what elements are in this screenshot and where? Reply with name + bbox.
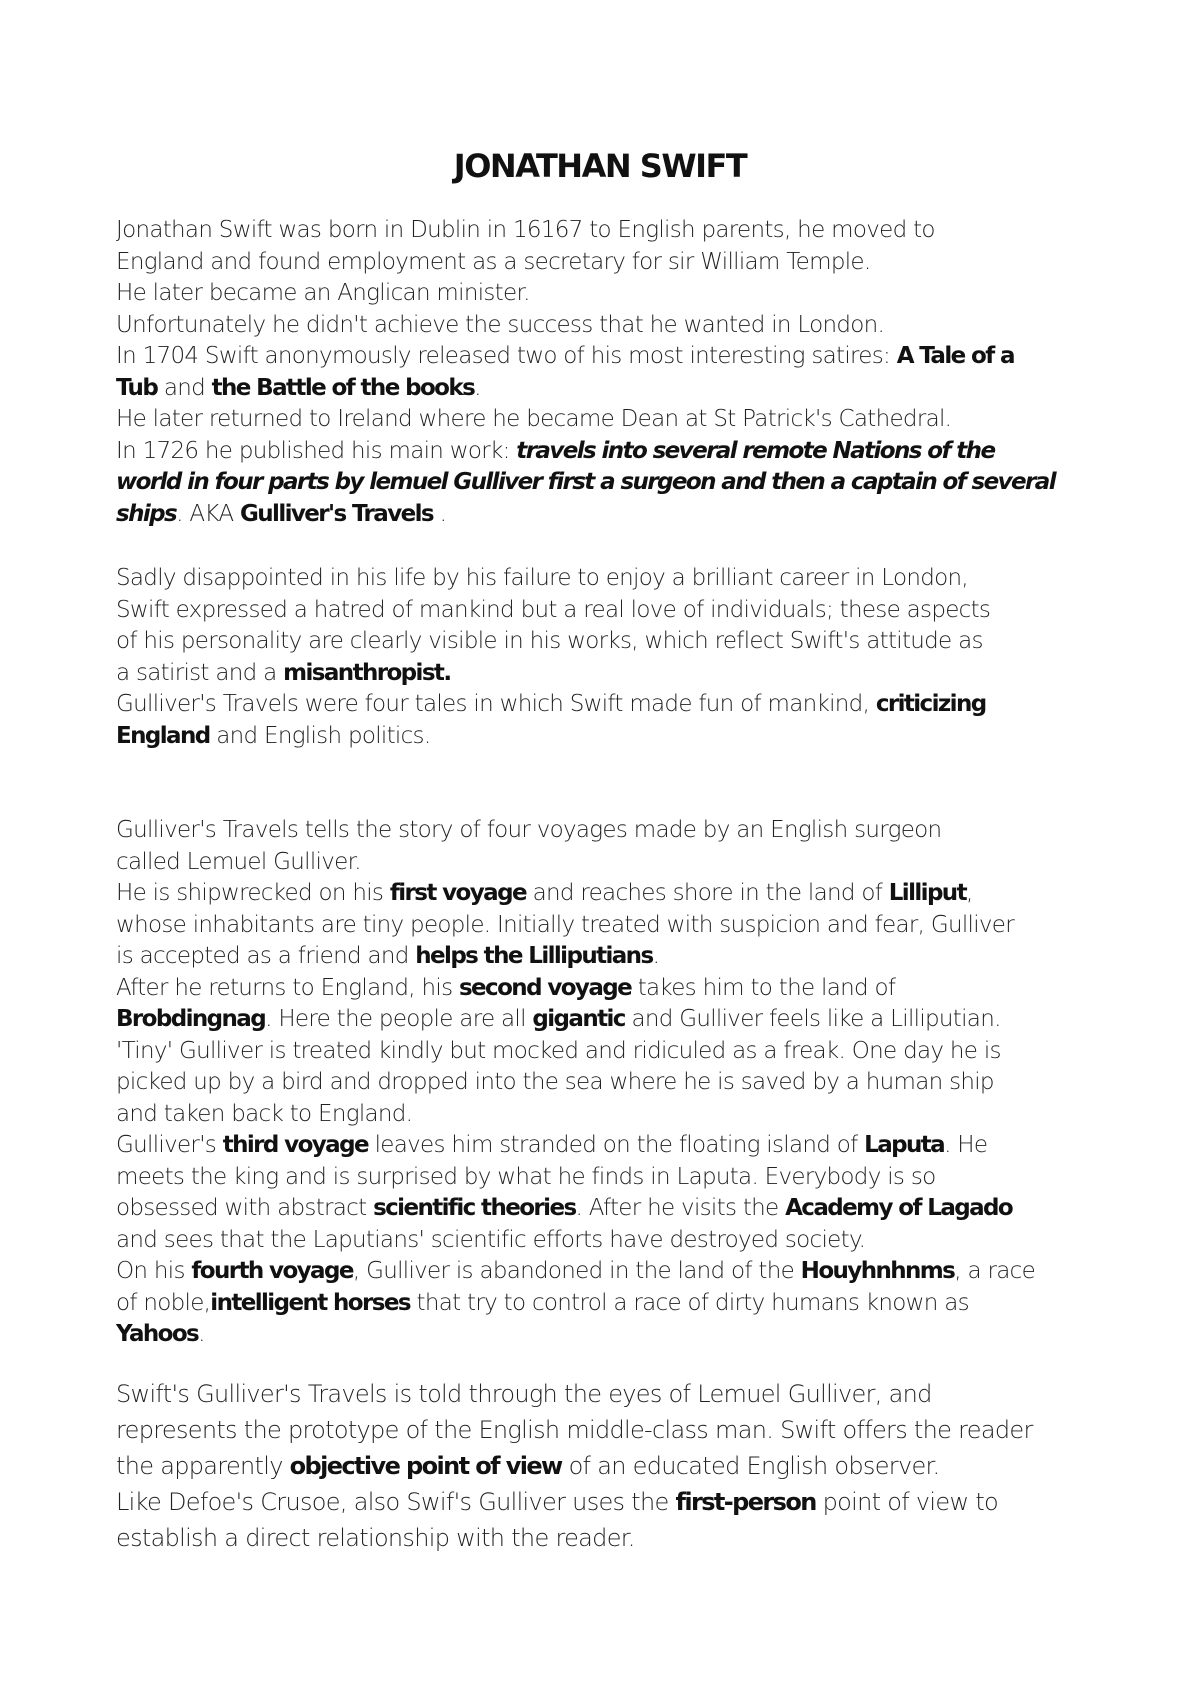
- text-line: Swift's Gulliver's Travels is told through the eyes of Lemuel Gulliver, and: [116, 1380, 932, 1408]
- text-line: Jonathan Swift was born in Dublin in 16167 to English parents, he moved to: [116, 217, 935, 243]
- text-line: [116, 499, 1096, 531]
- text-run: a satirist and a: [116, 659, 284, 686]
- text-run: and English politics.: [209, 722, 431, 749]
- page-title: JONATHAN SWIFT: [453, 147, 747, 185]
- text-run: , a race: [954, 1258, 1036, 1284]
- paragraph-point-of-view: [116, 1376, 1096, 1556]
- text-run: On his: [116, 1258, 192, 1284]
- bold-text: gigantic: [532, 1006, 625, 1032]
- text-line: [116, 1130, 1096, 1162]
- text-run: obsessed with abstract: [116, 1195, 374, 1221]
- text-line: [116, 1484, 1096, 1520]
- text-run: takes him to the land of: [631, 974, 896, 1001]
- text-run: .: [474, 374, 481, 401]
- text-line: [116, 1193, 1096, 1225]
- text-line: and sees that the Laputians' scientific efforts have destroyed society.: [116, 1226, 866, 1253]
- bold-text: Academy of Lagado: [785, 1195, 1013, 1221]
- text-line: represents the prototype of the English middle-class man. Swift offers the reader: [116, 1416, 1033, 1444]
- text-run: and Gulliver feels like a Lilliputian.: [624, 1006, 1001, 1032]
- text-line: 'Tiny' Gulliver is treated kindly but mocked and ridiculed as a freak. One day he is: [116, 1037, 1001, 1064]
- text-line: [116, 1256, 1096, 1288]
- text-run: and reaches shore in the land of: [525, 880, 889, 906]
- text-line: establish a direct relationship with the reader.: [116, 1524, 635, 1552]
- bold-italic-text: world in four parts by lemuel Gulliver first a surgeon and then a captain of several: [116, 469, 1055, 495]
- text-run: Gulliver's Travels were four tales in which Swift made fun of mankind,: [116, 691, 876, 717]
- bold-text: first voyage: [389, 880, 526, 906]
- text-run: In 1704 Swift anonymously released two of his most interesting satires:: [116, 343, 891, 369]
- text-line: [116, 658, 1096, 690]
- text-line: Swift expressed a hatred of mankind but a real love of individuals; these aspects: [116, 596, 991, 623]
- text-line: Unfortunately he didn't achieve the success that he wanted in London.: [116, 311, 885, 338]
- bold-text: helps the Lilliputians: [415, 943, 653, 969]
- bold-text: Laputa: [864, 1132, 945, 1158]
- bold-text: Gulliver's Travels: [240, 500, 433, 527]
- text-line: [116, 721, 1096, 753]
- text-run: .: [652, 943, 660, 969]
- bold-text: third voyage: [222, 1132, 368, 1158]
- text-run: ,: [965, 880, 973, 906]
- bold-text: Tub: [116, 374, 158, 401]
- text-line: [116, 436, 1096, 468]
- text-line: [116, 341, 1096, 373]
- bold-italic-text: travels into several remote Nations of the: [516, 437, 995, 464]
- text-line: picked up by a bird and dropped into the sea where he is saved by a human ship: [116, 1069, 994, 1095]
- bold-text: criticizing: [875, 691, 986, 717]
- text-line: [116, 689, 1096, 721]
- bold-text: misanthropist.: [283, 659, 451, 686]
- bold-italic-text: ships: [116, 500, 177, 527]
- text-line: [116, 878, 1096, 910]
- text-line: of his personality are clearly visible in his works, which reflect Swift's attitude as: [116, 628, 983, 654]
- text-run: leaves him stranded on the floating island of: [367, 1132, 865, 1158]
- text-line: England and found employment as a secretary for sir William Temple.: [116, 248, 871, 275]
- bold-text: intelligent horses: [210, 1289, 410, 1316]
- text-run: of noble,: [116, 1289, 211, 1316]
- text-line: He later returned to Ireland where he became Dean at St Patrick's Cathedral.: [116, 406, 952, 432]
- text-run: is accepted as a friend and: [116, 943, 416, 969]
- text-run: .: [432, 500, 447, 527]
- text-run: After he returns to England, his: [116, 974, 459, 1001]
- paragraph-disappointment: [116, 563, 1096, 752]
- text-run: of an educated English observer.: [561, 1452, 940, 1480]
- text-run: . He: [944, 1132, 988, 1158]
- bold-text: Yahoos: [116, 1321, 199, 1347]
- text-line: whose inhabitants are tiny people. Initially treated with suspicion and fear, Gulliver: [116, 911, 1015, 938]
- bold-text: Houyhnhnms: [800, 1258, 955, 1284]
- text-line: [116, 1288, 1096, 1320]
- text-line: meets the king and is surprised by what he finds in Laputa. Everybody is so: [116, 1163, 936, 1190]
- text-run: In 1726 he published his main work:: [116, 437, 517, 464]
- text-line: Gulliver's Travels tells the story of four voyages made by an English surgeon: [116, 817, 942, 843]
- text-run: point of view to: [815, 1488, 999, 1516]
- text-run: and: [157, 374, 212, 401]
- text-line: and taken back to England.: [116, 1100, 413, 1127]
- bold-text: second voyage: [458, 974, 632, 1001]
- bold-text: objective point of view: [289, 1452, 562, 1480]
- bold-text: A Tale of a: [896, 343, 1014, 369]
- text-line: [116, 941, 1096, 973]
- text-line: [116, 1319, 1096, 1351]
- text-line: [116, 373, 1096, 405]
- text-run: . After he visits the: [575, 1195, 786, 1221]
- text-run: .: [198, 1321, 205, 1347]
- text-run: . Here the people are all: [265, 1006, 533, 1032]
- text-line: [116, 1004, 1096, 1036]
- bold-text: England: [116, 722, 210, 749]
- text-run: Like Defoe's Crusoe, also Swif's Gulliver uses the: [116, 1488, 676, 1516]
- text-line: [116, 1448, 1096, 1484]
- text-line: He later became an Anglican minister.: [116, 280, 530, 306]
- text-run: , Gulliver is abandoned in the land of the: [352, 1258, 801, 1284]
- paragraph-biography: [116, 215, 1096, 530]
- bold-text: scientific theories: [373, 1195, 576, 1221]
- text-line: called Lemuel Gulliver.: [116, 848, 361, 875]
- text-run: . AKA: [176, 500, 240, 527]
- paragraph-voyages: [116, 815, 1096, 1351]
- text-line: [116, 467, 1096, 499]
- text-line: Sadly disappointed in his life by his failure to enjoy a brilliant career in London,: [116, 565, 969, 591]
- bold-text: Brobdingnag: [116, 1006, 266, 1032]
- text-run: He is shipwrecked on his: [116, 880, 390, 906]
- bold-text: the Battle of the books: [211, 374, 475, 401]
- text-run: the apparently: [116, 1452, 290, 1480]
- text-run: Gulliver's: [116, 1132, 223, 1158]
- bold-text: first-person: [675, 1488, 816, 1516]
- text-line: [116, 973, 1096, 1005]
- bold-text: Lilliput: [888, 880, 966, 906]
- bold-text: fourth voyage: [191, 1258, 353, 1284]
- text-run: that try to control a race of dirty humans known as: [409, 1289, 969, 1316]
